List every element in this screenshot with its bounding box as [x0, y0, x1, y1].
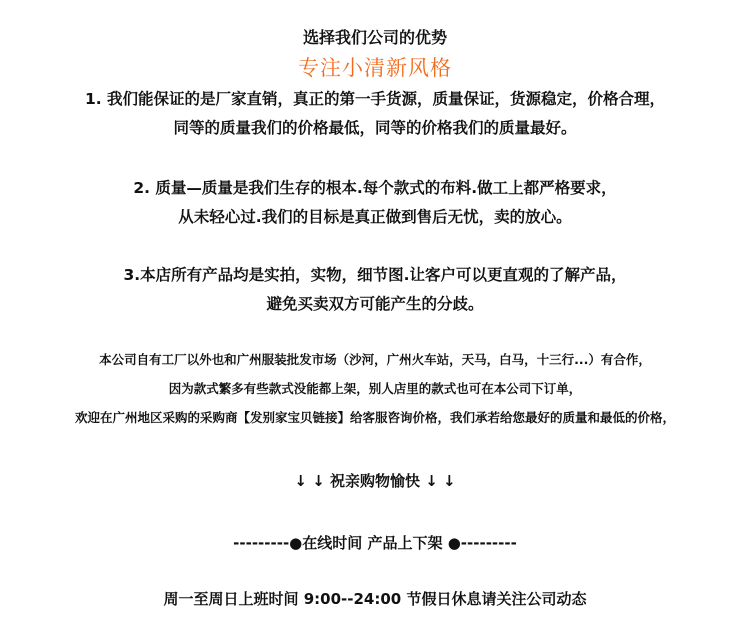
advantage-1-line-2: 同等的质量我们的价格最低，同等的价格我们的质量最好。: [173, 119, 577, 137]
page-subtitle: 专注小清新风格: [298, 56, 452, 80]
page-title: 选择我们公司的优势: [302, 28, 447, 47]
notice-line-3: 欢迎在广州地区采购的采购商【发别家宝贝链接】给客服咨询价格，我们承若给您最好的质量和最低的价格，: [74, 410, 675, 425]
notice-line-2: 因为款式繁多有些款式没能都上架，别人店里的款式也可在本公司下订单，: [168, 381, 582, 396]
greeting-text: ↓ ↓ 祝亲购物愉快 ↓ ↓: [294, 472, 456, 490]
working-hours: 周一至周日上班时间 9:00--24:00 节假日休息请关注公司动态: [163, 590, 587, 608]
advantage-2-line-1: 2. 质量—质量是我们生存的根本.每个款式的布料.做工上都严格要求，: [133, 179, 617, 197]
advantage-2-line-2: 从未轻心过.我们的目标是真正做到售后无忧，卖的放心。: [178, 208, 572, 226]
advantage-3-line-1: 3.本店所有产品均是实拍，实物，细节图.让客户可以更直观的了解产品，: [123, 266, 627, 284]
advantage-3-line-2: 避免买卖双方可能产生的分歧。: [266, 295, 484, 313]
online-hours-separator: ---------●在线时间 产品上下架 ●---------: [233, 534, 517, 552]
advantage-1-line-1: 1. 我们能保证的是厂家直销，真正的第一手货源，质量保证，货源稳定，价格合理，: [84, 90, 666, 108]
notice-line-1: 本公司自有工厂以外也和广州服装批发市场（沙河，广州火车站，天马，白马，十三行...）有合作，: [99, 352, 651, 367]
